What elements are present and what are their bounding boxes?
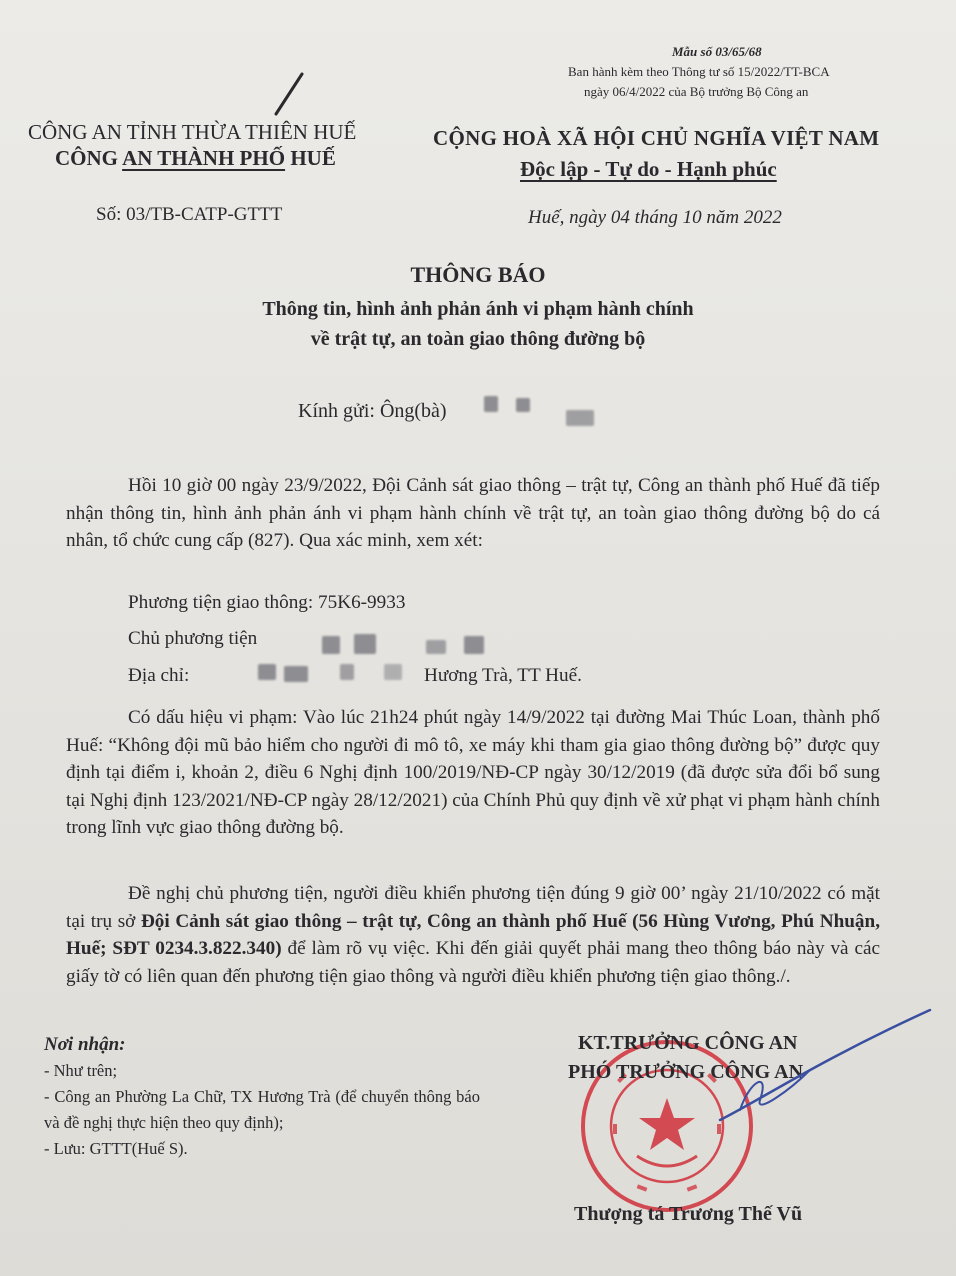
owner-label: Chủ phương tiện bbox=[128, 628, 258, 649]
pen-mark bbox=[268, 70, 308, 120]
national-motto: Độc lập - Tự do - Hạnh phúc bbox=[520, 157, 777, 181]
request-text-2: để làm rõ vụ việc. Khi đến giải quyết phải mang theo thông báo này và các giấy tờ có liên quan đến phương tiện giao thông và người điều khiển phương tiện giao thông./. bbox=[66, 938, 880, 987]
request-text-1: Đề nghị chủ phương tiện, người điều khiển phương tiện đúng 9 giờ 00’ ngày 21/10/2022 có mặt tại trụ sở bbox=[66, 883, 880, 932]
org-name-city-part2: AN THÀNH PHỐ bbox=[122, 146, 286, 170]
document-number: Số: 03/TB-CATP-GTTT bbox=[96, 204, 283, 225]
recipients-heading: Nơi nhận: bbox=[44, 1034, 126, 1055]
paragraph-request bbox=[66, 880, 880, 990]
republic-name: CỘNG HOÀ XÃ HỘI CHỦ NGHĨA VIỆT NAM bbox=[433, 126, 880, 150]
redacted-owner-3 bbox=[426, 640, 446, 654]
redacted-address-3 bbox=[340, 664, 354, 680]
recipient-item: - Như trên; bbox=[44, 1061, 118, 1080]
redacted-address-1 bbox=[258, 664, 276, 680]
redacted-name-2 bbox=[516, 398, 530, 412]
redacted-owner-2 bbox=[354, 634, 376, 654]
signature-title-1: KT.TRƯỞNG CÔNG AN bbox=[578, 1032, 798, 1054]
org-name-city-part3: HUẾ bbox=[285, 146, 336, 170]
org-name-city bbox=[55, 146, 336, 171]
signature-title-2: PHÓ TRƯỞNG CÔNG AN bbox=[568, 1061, 804, 1083]
document-title: THÔNG BÁO bbox=[410, 262, 546, 287]
redacted-name-3 bbox=[566, 410, 594, 426]
address-tail: Hương Trà, TT Huế. bbox=[424, 665, 582, 686]
form-number: Mẫu số 03/65/68 bbox=[672, 44, 762, 59]
paragraph-violation: Có dấu hiệu vi phạm: Vào lúc 21h24 phút ngày 14/9/2022 tại đường Mai Thúc Loan, thành phố Huế: “Không đội mũ bảo hiểm cho người đi mô tô, xe máy khi tham gia giao thông đường bộ” được quy định tại điểm i, khoản 2, điều 6 Nghị định 100/2019/NĐ-CP ngày 30/12/2019 (đã được sửa đổi bổ sung tại Nghị định 123/2021/NĐ-CP ngày 28/12/2021) của Chính Phủ quy định về xử phạt vi phạm hành chính trong lĩnh vực giao thông đường bộ. bbox=[66, 707, 880, 838]
document-subtitle-2: về trật tự, an toàn giao thông đường bộ bbox=[310, 328, 646, 350]
redacted-owner-4 bbox=[464, 636, 484, 654]
document-subtitle-1: Thông tin, hình ảnh phản ánh vi phạm hành chính bbox=[262, 298, 694, 320]
form-issuance-line1: Ban hành kèm theo Thông tư số 15/2022/TT-BCA bbox=[568, 64, 830, 79]
address-label: Địa chỉ: bbox=[128, 665, 190, 686]
org-name-province: CÔNG AN TỈNH THỪA THIÊN HUẾ bbox=[28, 120, 357, 144]
recipient-item: - Lưu: GTTT(Huế S). bbox=[44, 1139, 188, 1158]
recipient-item: - Công an Phường La Chữ, TX Hương Trà (để chuyển thông báo và đề nghị thực hiện theo quy định); bbox=[44, 1087, 480, 1132]
org-name-city-part1: CÔNG bbox=[55, 146, 123, 170]
place-date: Huế, ngày 04 tháng 10 năm 2022 bbox=[528, 207, 782, 228]
recipients-list bbox=[44, 1058, 480, 1162]
redacted-owner-1 bbox=[322, 636, 340, 654]
paragraph-intro: Hồi 10 giờ 00 ngày 23/9/2022, Đội Cảnh sát giao thông – trật tự, Công an thành phố Huế đã tiếp nhận thông tin, hình ảnh phản ánh vi phạm hành chính về trật tự, an toàn giao thông đường bộ do cá nhân, tổ chức cung cấp (827). Qua xác minh, xem xét: bbox=[66, 475, 880, 551]
redacted-address-2 bbox=[284, 666, 308, 682]
request-office: Đội Cảnh sát giao thông – trật tự, Công an thành phố Huế (56 Hùng Vương, Phú Nhuận, Huế; SĐT 0234.3.822.340) bbox=[66, 910, 880, 959]
redacted-address-4 bbox=[384, 664, 402, 680]
redacted-name-1 bbox=[484, 396, 498, 412]
signer-name: Thượng tá Trương Thế Vũ bbox=[574, 1203, 803, 1225]
vehicle-plate: Phương tiện giao thông: 75K6-9933 bbox=[128, 592, 406, 613]
greeting: Kính gửi: Ông(bà) bbox=[298, 400, 447, 422]
form-issuance-line2: ngày 06/4/2022 của Bộ trưởng Bộ Công an bbox=[584, 84, 809, 99]
handwritten-signature bbox=[700, 1000, 940, 1160]
